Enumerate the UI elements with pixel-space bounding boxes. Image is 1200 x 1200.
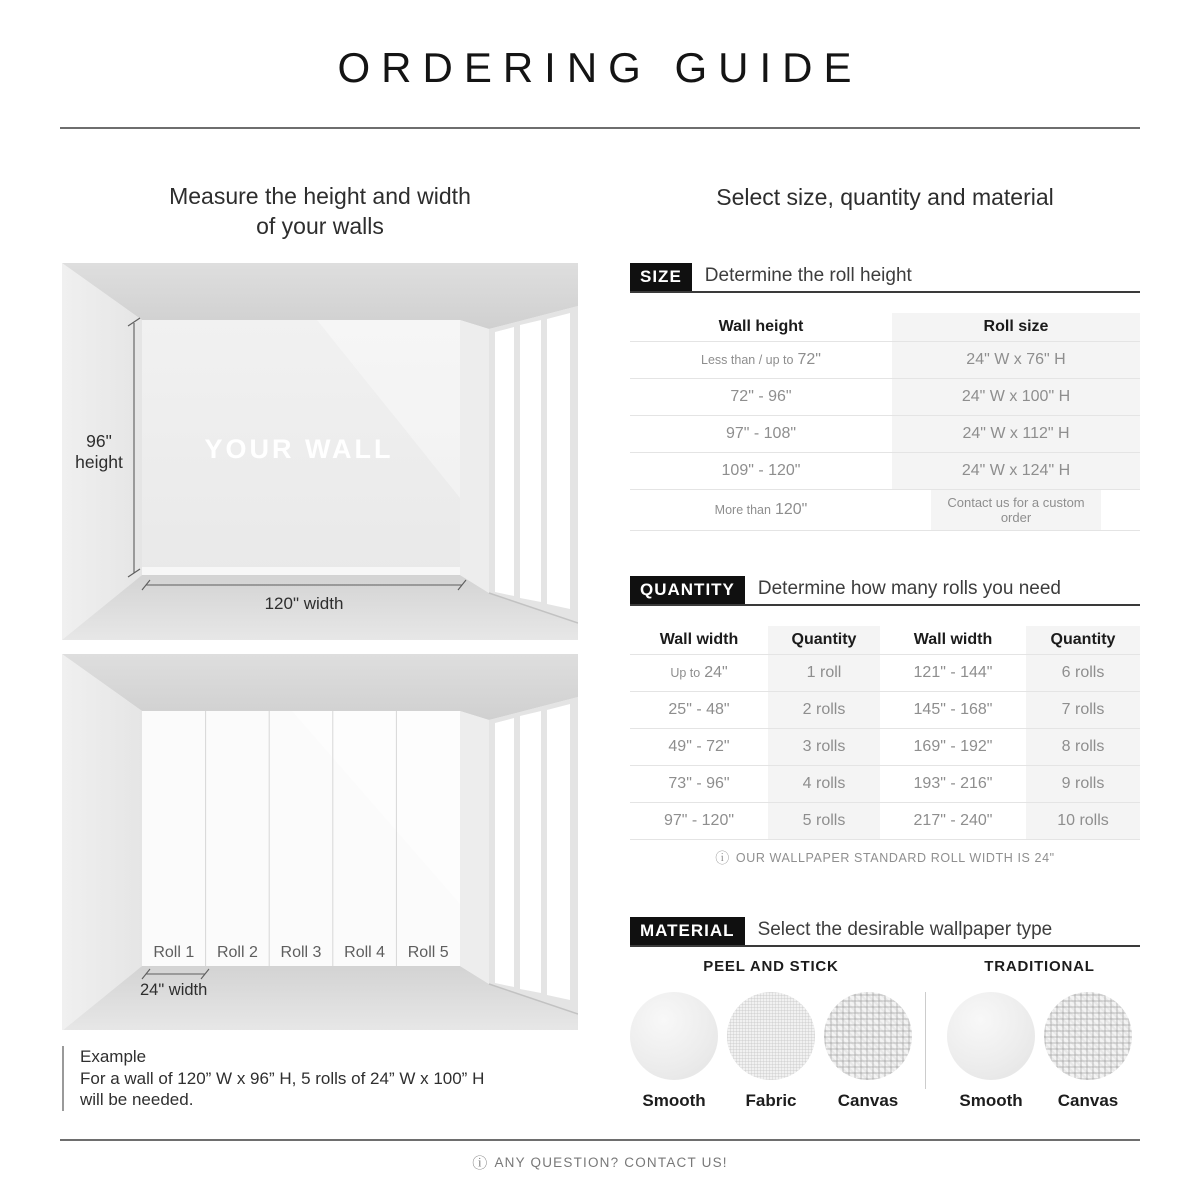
window-pane xyxy=(547,313,570,609)
roll-size-cell: 24" W x 76" H xyxy=(892,342,1140,378)
roll-label: Roll 3 xyxy=(280,944,322,961)
swatch-label: Fabric xyxy=(745,1091,797,1110)
wall-width-cell: 169" - 192" xyxy=(913,738,993,755)
swatch-label: Canvas xyxy=(1057,1091,1119,1110)
material-swatch xyxy=(727,992,815,1111)
quantity-cell: 4 rolls xyxy=(768,766,880,802)
size-table-row xyxy=(630,453,1140,490)
window-wall xyxy=(460,320,489,593)
roll-width-note-text: OUR WALLPAPER STANDARD ROLL WIDTH IS 24" xyxy=(735,851,1055,865)
footer-contact-text: ANY QUESTION? CONTACT US! xyxy=(494,1155,728,1170)
qty-col-wall-width-2: Wall width xyxy=(913,631,993,648)
wall-width-cell: 193" - 216" xyxy=(913,775,993,792)
roll-size-cell: 24" W x 100" H xyxy=(892,379,1140,415)
wall-height-cell: Less than / up to 72" xyxy=(701,351,821,368)
size-table-row xyxy=(630,490,1140,531)
quantity-badge: QUANTITY xyxy=(630,576,745,604)
baseboard xyxy=(142,567,460,575)
size-table xyxy=(630,313,1140,531)
window-pane xyxy=(520,320,541,602)
roll-size-cell: 24" W x 112" H xyxy=(892,416,1140,452)
info-icon: ⓘ xyxy=(715,850,730,866)
page-title: ORDERING GUIDE xyxy=(337,44,863,91)
window-pane xyxy=(495,327,514,596)
footer-divider xyxy=(60,1139,1140,1141)
quantity-cell: 5 rolls xyxy=(768,803,880,839)
material-swatch xyxy=(947,992,1035,1111)
smooth-texture-swatch xyxy=(630,992,718,1080)
wall-width-cell: 121" - 144" xyxy=(913,664,993,681)
quantity-cell: 2 rolls xyxy=(768,692,880,728)
wall-height-cell: More than 120" xyxy=(714,501,808,518)
quantity-cell: 9 rolls xyxy=(1026,766,1140,802)
right-column-heading: Select size, quantity and material xyxy=(716,184,1054,210)
info-icon: ⓘ xyxy=(472,1155,489,1172)
quantity-table-row xyxy=(630,803,1140,840)
qty-col-wall-width-1: Wall width xyxy=(659,631,739,648)
size-col-roll-size: Roll size xyxy=(892,313,1140,341)
roll-label: Roll 1 xyxy=(153,944,195,961)
material-section-label: Select the desirable wallpaper type xyxy=(757,919,1053,940)
quantity-cell: 8 rolls xyxy=(1026,729,1140,765)
size-table-row xyxy=(630,379,1140,416)
swatch-label: Canvas xyxy=(837,1091,899,1110)
material-divider xyxy=(925,992,926,1089)
height-word-label: height xyxy=(75,452,123,472)
footer-contact xyxy=(0,1152,1200,1173)
left-heading-line2: of your walls xyxy=(256,213,384,239)
wall-width-cell: 217" - 240" xyxy=(913,812,993,829)
size-table-header xyxy=(630,313,1140,342)
quantity-table-header xyxy=(630,626,1140,655)
material-group xyxy=(630,958,912,1111)
window-pane xyxy=(495,718,514,987)
height-value-label: 96" xyxy=(86,431,112,451)
left-wall xyxy=(62,654,142,1030)
wall-height-cell: 72" - 96" xyxy=(730,388,792,405)
roll-width-note xyxy=(630,848,1140,868)
roll-label: Roll 4 xyxy=(344,944,386,961)
size-section-header xyxy=(630,263,1140,293)
size-badge: SIZE xyxy=(630,263,692,291)
wall-width-cell: 73" - 96" xyxy=(668,775,730,792)
wall-height-cell: 97" - 108" xyxy=(725,425,797,442)
window-pane xyxy=(547,704,570,1000)
canvas-texture-swatch xyxy=(1044,992,1132,1080)
material-group-title: PEEL AND STICK xyxy=(703,958,839,975)
qty-col-quantity-1: Quantity xyxy=(768,626,880,654)
room-illustration-rolls xyxy=(62,654,578,1030)
quantity-table xyxy=(630,626,1140,840)
roll-size-cell: Contact us for a custom order xyxy=(931,490,1101,530)
material-groups xyxy=(630,958,1140,1111)
swatch-label: Smooth xyxy=(959,1091,1023,1110)
wall-height-cell: 109" - 120" xyxy=(721,462,801,479)
qty-col-quantity-2: Quantity xyxy=(1026,626,1140,654)
wall-width-cell: 49" - 72" xyxy=(668,738,730,755)
quantity-table-row xyxy=(630,766,1140,803)
smooth-texture-swatch xyxy=(947,992,1035,1080)
window-pane xyxy=(520,711,541,993)
size-table-row xyxy=(630,342,1140,379)
material-swatch xyxy=(824,992,912,1111)
example-line1: For a wall of 120” W x 96” H, 5 rolls of 24” W x 100” H xyxy=(80,1068,485,1088)
quantity-table-row xyxy=(630,692,1140,729)
quantity-cell: 1 roll xyxy=(768,655,880,691)
example-heading: Example xyxy=(80,1047,147,1066)
quantity-cell: 3 rolls xyxy=(768,729,880,765)
canvas-texture-swatch xyxy=(824,992,912,1080)
roll-label: Roll 5 xyxy=(407,944,449,961)
swatch-label: Smooth xyxy=(642,1091,706,1110)
room-illustration-measure xyxy=(62,263,578,640)
your-wall-label: YOUR WALL xyxy=(204,434,394,464)
swatch-row xyxy=(630,992,912,1111)
window-wall xyxy=(460,711,489,984)
roll-width-label: 24" width xyxy=(140,981,208,999)
wall-width-cell: 25" - 48" xyxy=(668,701,730,718)
roll-size-cell: 24" W x 124" H xyxy=(892,453,1140,489)
top-divider xyxy=(60,127,1140,129)
roll-label: Roll 2 xyxy=(216,944,258,961)
wall-width-cell: 145" - 168" xyxy=(913,701,993,718)
quantity-section-header xyxy=(630,576,1140,606)
example-line2: will be needed. xyxy=(80,1090,194,1109)
wall-width-cell: 97" - 120" xyxy=(663,812,735,829)
material-group xyxy=(939,958,1140,1111)
quantity-table-row xyxy=(630,729,1140,766)
quantity-cell: 10 rolls xyxy=(1026,803,1140,839)
quantity-cell: 7 rolls xyxy=(1026,692,1140,728)
size-table-row xyxy=(630,416,1140,453)
swatch-row xyxy=(947,992,1132,1111)
material-group-title: TRADITIONAL xyxy=(984,958,1095,975)
left-heading-line1: Measure the height and width xyxy=(169,183,471,209)
fabric-texture-swatch xyxy=(727,992,815,1080)
quantity-table-row xyxy=(630,655,1140,692)
size-section-label: Determine the roll height xyxy=(704,265,912,286)
example-block xyxy=(62,1046,484,1111)
material-section-header xyxy=(630,917,1140,947)
size-col-wall-height: Wall height xyxy=(718,318,804,335)
material-badge: MATERIAL xyxy=(630,917,745,945)
material-swatch xyxy=(1044,992,1132,1111)
quantity-section-label: Determine how many rolls you need xyxy=(757,578,1061,599)
quantity-cell: 6 rolls xyxy=(1026,655,1140,691)
wall-width-cell: Up to 24" xyxy=(670,664,728,681)
material-swatch xyxy=(630,992,718,1111)
width-value-label: 120" width xyxy=(264,594,344,613)
left-column-heading xyxy=(60,181,580,241)
